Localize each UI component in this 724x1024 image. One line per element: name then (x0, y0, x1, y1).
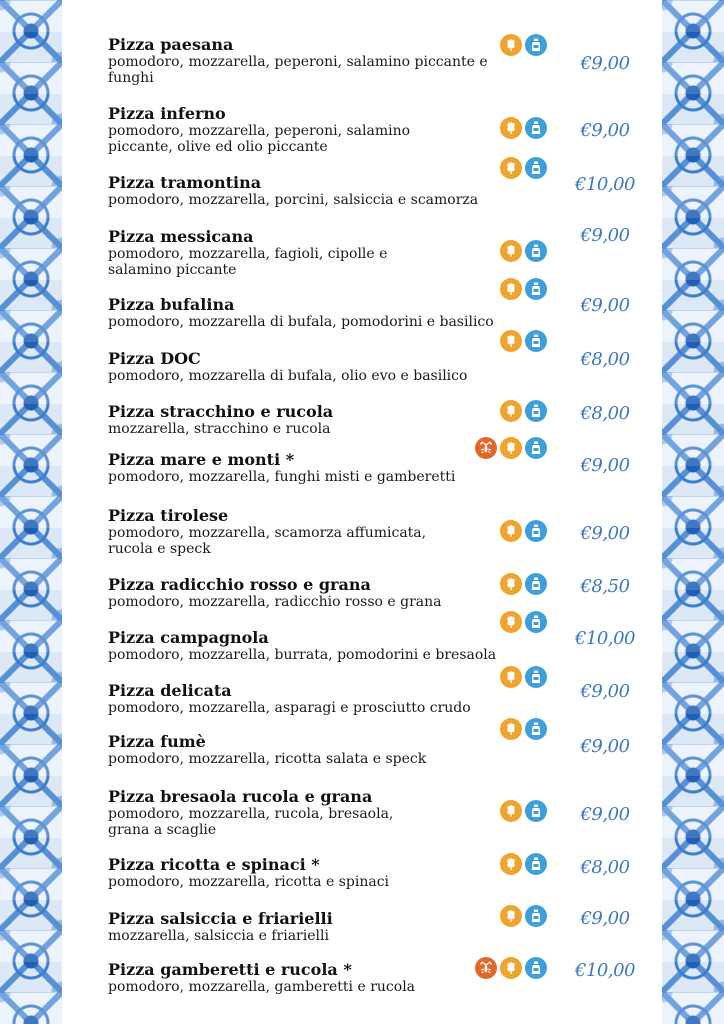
item-name: Pizza campagnola (108, 628, 269, 647)
lactose-icon (525, 800, 547, 822)
lactose-icon (525, 157, 547, 179)
item-description (108, 874, 538, 890)
gluten-icon (500, 400, 522, 422)
lactose-icon (525, 666, 547, 688)
item-description (108, 700, 538, 716)
lactose-icon (525, 611, 547, 633)
allergen-icons (500, 666, 547, 688)
item-name: Pizza mare e monti * (108, 450, 295, 469)
gluten-icon (500, 800, 522, 822)
lactose-icon (525, 905, 547, 927)
item-name: Pizza radicchio rosso e grana (108, 575, 371, 594)
description-line: rucola e speck (108, 541, 211, 557)
item-description (108, 192, 538, 208)
item-name: Pizza salsiccia e friarielli (108, 909, 333, 928)
gluten-icon (500, 666, 522, 688)
item-description (108, 751, 538, 767)
allergen-icons (475, 957, 547, 979)
description-line: pomodoro, mozzarella, funghi misti e gamberetti (108, 469, 456, 485)
description-line: pomodoro, mozzarella, burrata, pomodorini e bresaola (108, 647, 497, 663)
gluten-icon (500, 117, 522, 139)
description-line: piccante, olive ed olio piccante (108, 139, 328, 155)
item-description (108, 123, 538, 155)
item-name: Pizza gamberetti e rucola * (108, 960, 352, 979)
lactose-icon (525, 330, 547, 352)
lactose-icon (525, 240, 547, 262)
gluten-icon (500, 240, 522, 262)
description-line: pomodoro, mozzarella, fagioli, cipolle e (108, 246, 388, 262)
item-price: €9,00 (580, 736, 630, 757)
item-name: Pizza paesana (108, 35, 234, 54)
item-price: €9,00 (580, 523, 630, 544)
gluten-icon (500, 853, 522, 875)
lactose-icon (525, 278, 547, 300)
item-price: €10,00 (575, 628, 635, 649)
allergen-icons (500, 157, 547, 179)
lactose-icon (525, 34, 547, 56)
description-line: pomodoro, mozzarella, ricotta salata e speck (108, 751, 427, 767)
description-line: salamino piccante (108, 262, 237, 278)
allergen-icons (500, 718, 547, 740)
lactose-icon (525, 117, 547, 139)
item-price: €9,00 (580, 908, 630, 929)
description-line: pomodoro, mozzarella, asparagi e prosciutto crudo (108, 700, 471, 716)
crustacean-icon (475, 437, 497, 459)
item-price: €9,00 (580, 681, 630, 702)
item-price: €9,00 (580, 53, 630, 74)
item-name: Pizza fumè (108, 732, 206, 751)
allergen-icons (500, 278, 547, 300)
allergen-icons (475, 437, 547, 459)
item-name: Pizza stracchino e rucola (108, 402, 334, 421)
allergen-icons (500, 117, 547, 139)
gluten-icon (500, 157, 522, 179)
item-description (108, 469, 538, 485)
lactose-icon (525, 573, 547, 595)
item-name: Pizza bufalina (108, 295, 235, 314)
allergen-icons (500, 330, 547, 352)
description-line: pomodoro, mozzarella, rucola, bresaola, (108, 806, 394, 822)
item-price: €8,00 (580, 349, 630, 370)
description-line: pomodoro, mozzarella, ricotta e spinaci (108, 874, 390, 890)
gluten-icon (500, 437, 522, 459)
gluten-icon (500, 611, 522, 633)
gluten-icon (500, 718, 522, 740)
description-line: funghi (108, 70, 154, 86)
lactose-icon (525, 400, 547, 422)
item-description (108, 54, 538, 86)
item-description (108, 368, 538, 384)
lactose-icon (525, 853, 547, 875)
item-description (108, 525, 538, 557)
item-description (108, 594, 538, 610)
item-description (108, 421, 538, 437)
allergen-icons (500, 400, 547, 422)
item-price: €9,00 (580, 455, 630, 476)
gluten-icon (500, 957, 522, 979)
description-line: pomodoro, mozzarella, gamberetti e rucola (108, 979, 416, 995)
item-name: Pizza tirolese (108, 506, 229, 525)
gluten-icon (500, 905, 522, 927)
lactose-icon (525, 718, 547, 740)
allergen-icons (500, 520, 547, 542)
item-price: €9,00 (580, 804, 630, 825)
allergen-icons (500, 34, 547, 56)
lactose-icon (525, 520, 547, 542)
gluten-icon (500, 330, 522, 352)
item-description (108, 979, 538, 995)
item-description (108, 806, 538, 838)
gluten-icon (500, 573, 522, 595)
gluten-icon (500, 34, 522, 56)
item-description (108, 928, 538, 944)
gluten-icon (500, 278, 522, 300)
item-description (108, 314, 538, 330)
crustacean-icon (475, 957, 497, 979)
item-name: Pizza tramontina (108, 173, 262, 192)
gluten-icon (500, 520, 522, 542)
item-price: €8,50 (580, 576, 630, 597)
item-price: €10,00 (575, 174, 635, 195)
description-line: mozzarella, stracchino e rucola (108, 421, 331, 437)
item-price: €9,00 (580, 120, 630, 141)
item-price: €10,00 (575, 960, 635, 981)
description-line: pomodoro, mozzarella di bufala, olio evo e basilico (108, 368, 468, 384)
item-name: Pizza ricotta e spinaci * (108, 855, 320, 874)
allergen-icons (500, 573, 547, 595)
item-name: Pizza DOC (108, 349, 201, 368)
item-price: €9,00 (580, 225, 630, 246)
description-line: grana a scaglie (108, 822, 217, 838)
description-line: pomodoro, mozzarella, radicchio rosso e grana (108, 594, 442, 610)
description-line: pomodoro, mozzarella, peperoni, salamino piccante e (108, 54, 488, 70)
item-description (108, 647, 538, 663)
allergen-icons (500, 853, 547, 875)
item-name: Pizza messicana (108, 227, 254, 246)
description-line: mozzarella, salsiccia e friarielli (108, 928, 329, 944)
allergen-icons (500, 611, 547, 633)
allergen-icons (500, 240, 547, 262)
item-name: Pizza inferno (108, 104, 226, 123)
allergen-icons (500, 800, 547, 822)
item-price: €9,00 (580, 295, 630, 316)
lactose-icon (525, 437, 547, 459)
description-line: pomodoro, mozzarella, peperoni, salamino (108, 123, 411, 139)
item-name: Pizza bresaola rucola e grana (108, 787, 373, 806)
item-price: €8,00 (580, 403, 630, 424)
description-line: pomodoro, mozzarella, scamorza affumicata, (108, 525, 427, 541)
lactose-icon (525, 957, 547, 979)
description-line: pomodoro, mozzarella di bufala, pomodorini e basilico (108, 314, 494, 330)
item-name: Pizza delicata (108, 681, 232, 700)
allergen-icons (500, 905, 547, 927)
item-description (108, 246, 538, 278)
description-line: pomodoro, mozzarella, porcini, salsiccia e scamorza (108, 192, 479, 208)
item-price: €8,00 (580, 857, 630, 878)
